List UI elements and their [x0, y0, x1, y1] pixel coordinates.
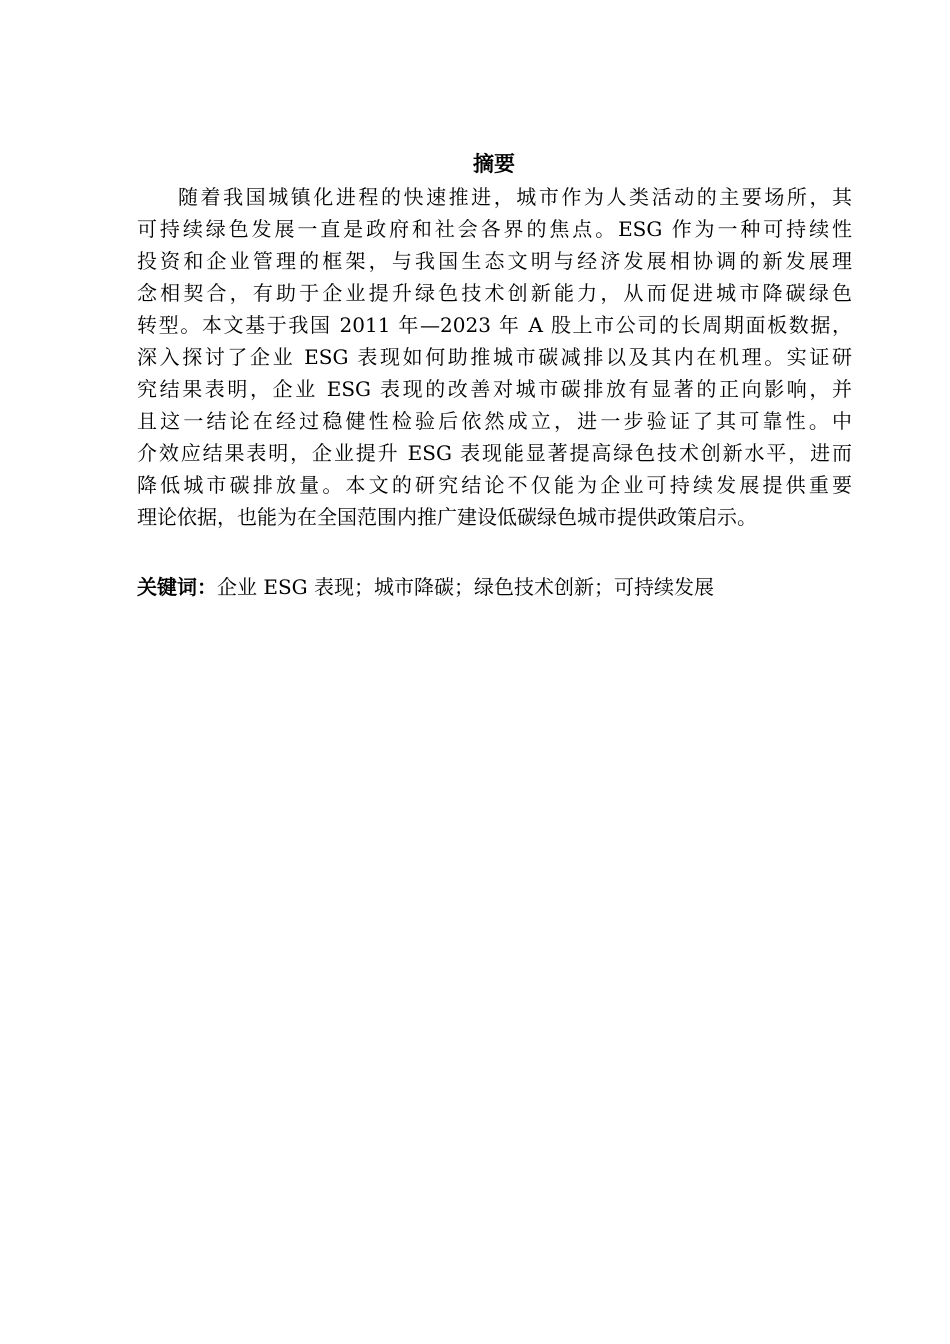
- abstract-line: 理论依据，也能为在全国范围内推广建设低碳绿色城市提供政策启示。: [137, 505, 757, 529]
- keywords-label: 关键词：: [137, 575, 217, 599]
- abstract-line: 降低城市碳排放量。本文的研究结论不仅能为企业可持续发展提供重要: [137, 473, 852, 497]
- keywords: [137, 571, 852, 603]
- abstract-line: 转型。本文基于我国 2011 年—2023 年 A 股上市公司的长周期面板数据，: [137, 313, 852, 337]
- abstract-line: 深入探讨了企业 ESG 表现如何助推城市碳减排以及其内在机理。实证研: [137, 345, 852, 369]
- abstract-line: 且这一结论在经过稳健性检验后依然成立，进一步验证了其可靠性。中: [137, 409, 852, 433]
- abstract-body: [137, 181, 852, 533]
- abstract-line: 究结果表明，企业 ESG 表现的改善对城市碳排放有显著的正向影响，并: [137, 377, 852, 401]
- abstract-line: 投资和企业管理的框架，与我国生态文明与经济发展相协调的新发展理: [137, 249, 852, 273]
- abstract-line: 随着我国城镇化进程的快速推进，城市作为人类活动的主要场所，其: [178, 185, 852, 209]
- abstract-line: 念相契合，有助于企业提升绿色技术创新能力，从而促进城市降碳绿色: [137, 281, 852, 305]
- abstract-line: 可持续绿色发展一直是政府和社会各界的焦点。ESG 作为一种可持续性: [137, 217, 852, 241]
- abstract-line: 介效应结果表明，企业提升 ESG 表现能显著提高绿色技术创新水平，进而: [137, 441, 852, 465]
- keywords-text: 企业 ESG 表现；城市降碳；绿色技术创新；可持续发展: [217, 575, 714, 599]
- abstract-title: 摘要: [473, 152, 515, 176]
